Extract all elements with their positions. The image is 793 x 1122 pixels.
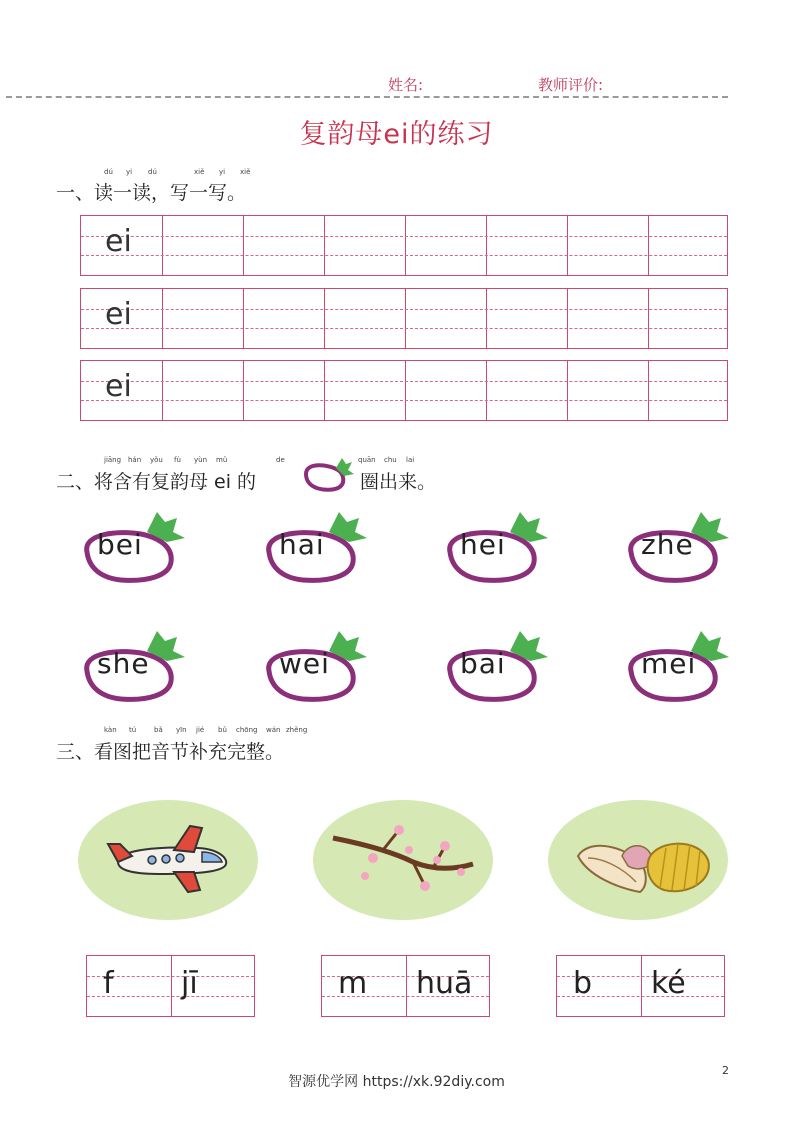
ruby-text: hán	[128, 456, 142, 464]
guide-line	[81, 236, 727, 237]
ruby-text: yi	[219, 168, 226, 176]
eggplant-option[interactable]	[440, 508, 550, 588]
ruby-text: yùn	[194, 456, 208, 464]
shells-picture	[548, 800, 728, 920]
writing-row	[80, 360, 728, 421]
answer-box[interactable]	[556, 955, 725, 1017]
syllable-word: she	[97, 647, 150, 680]
sample-syllable: ei	[105, 369, 132, 404]
plum-blossom-picture	[313, 800, 493, 920]
grid-cell-line	[81, 361, 649, 420]
page-number: 2	[722, 1064, 729, 1077]
eggplant-option[interactable]	[259, 627, 369, 707]
ruby-text: jiāng	[104, 456, 122, 464]
page-title: 复韵母ei的练习	[299, 119, 494, 150]
syllable-word: mei	[641, 647, 697, 680]
evaluation-label: 教师评价:	[538, 76, 604, 94]
ruby-text: mǔ	[216, 456, 228, 464]
section1-heading: 一、读一读，写一写。	[56, 182, 247, 204]
ruby-text: zhěng	[286, 726, 308, 734]
eggplant-option[interactable]	[259, 508, 369, 588]
name-label: 姓名:	[388, 76, 424, 94]
footer-text: 智源优学网 https://xk.92diy.com	[288, 1074, 505, 1090]
ruby-text: xiě	[240, 168, 251, 176]
syllable-word: zhe	[641, 528, 694, 561]
answer-hint-syllable: jī	[181, 966, 198, 1001]
airplane-picture	[78, 800, 258, 920]
syllable-word: wei	[279, 647, 330, 680]
section2-heading-start: 二、将含有复韵母 ei 的	[56, 471, 257, 493]
eggplant-option[interactable]	[621, 627, 731, 707]
ruby-text: xiě	[194, 168, 205, 176]
answer-hint-syllable: huā	[416, 966, 473, 1001]
ruby-text: yi	[126, 168, 133, 176]
answer-hint-syllable: ké	[651, 966, 686, 1001]
ruby-text: kàn	[104, 726, 117, 734]
grid-cell-line	[81, 216, 649, 275]
answer-initial: f	[103, 966, 114, 1001]
syllable-word: bei	[97, 528, 143, 561]
guide-line	[81, 309, 727, 310]
writing-row	[80, 215, 728, 276]
ruby-text: yīn	[176, 726, 187, 734]
eggplant-option[interactable]	[440, 627, 550, 707]
section3-heading: 三、看图把音节补充完整。	[56, 741, 285, 763]
ruby-text: quān	[358, 456, 376, 464]
eggplant-icon	[298, 454, 356, 494]
ruby-text: lai	[406, 456, 415, 464]
guide-line	[81, 255, 727, 256]
eggplant-option[interactable]	[77, 508, 187, 588]
ruby-text: wán	[266, 726, 281, 734]
guide-line	[81, 381, 727, 382]
answer-initial: m	[338, 966, 368, 1001]
guide-line	[81, 400, 727, 401]
ruby-text: de	[276, 456, 285, 464]
ruby-text: bǎ	[154, 726, 163, 734]
syllable-word: hai	[279, 528, 325, 561]
ruby-text: fù	[174, 456, 181, 464]
answer-box[interactable]	[321, 955, 490, 1017]
guide-line	[81, 328, 727, 329]
ruby-text: yǒu	[150, 456, 163, 464]
ruby-text: jié	[196, 726, 205, 734]
sample-syllable: ei	[105, 297, 132, 332]
section2-heading-end: 圈出来。	[360, 471, 437, 493]
ruby-text: bǔ	[218, 726, 227, 734]
ruby-text: dú	[148, 168, 157, 176]
answer-initial: b	[573, 966, 593, 1001]
ruby-text: dú	[104, 168, 113, 176]
grid-cell-line	[81, 289, 649, 348]
writing-row	[80, 288, 728, 349]
answer-box[interactable]	[86, 955, 255, 1017]
syllable-word: bai	[460, 647, 506, 680]
ruby-text: tú	[129, 726, 137, 734]
answer-divider	[87, 956, 172, 1016]
ruby-text: chu	[384, 456, 397, 464]
header-divider	[6, 96, 728, 98]
ruby-text: chōng	[236, 726, 258, 734]
eggplant-option[interactable]	[621, 508, 731, 588]
sample-syllable: ei	[105, 224, 132, 259]
syllable-word: hei	[460, 528, 506, 561]
answer-divider	[557, 956, 642, 1016]
eggplant-option[interactable]	[77, 627, 187, 707]
